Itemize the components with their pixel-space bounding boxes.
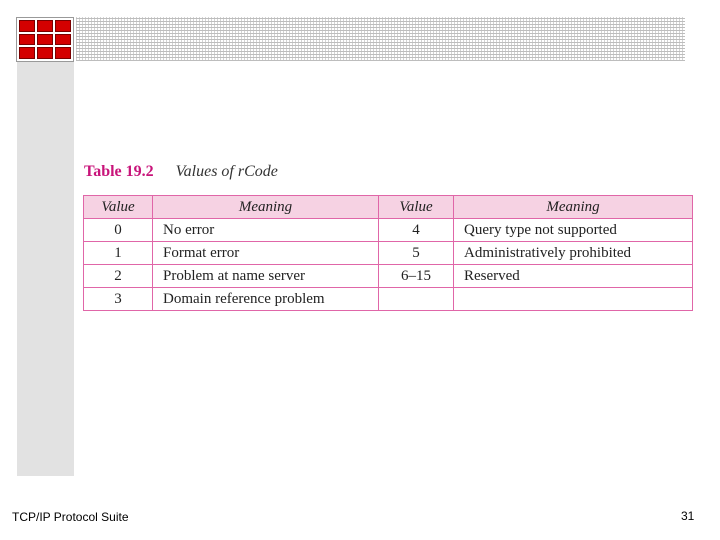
value-cell: 1 xyxy=(84,242,153,265)
meaning-cell xyxy=(454,288,693,311)
meaning-cell: Reserved xyxy=(454,265,693,288)
table-caption xyxy=(84,163,278,181)
meaning-cell: No error xyxy=(153,219,379,242)
meaning-cell: Problem at name server xyxy=(153,265,379,288)
value-cell xyxy=(379,288,454,311)
value-cell: 6–15 xyxy=(379,265,454,288)
value-cell: 3 xyxy=(84,288,153,311)
value-cell: 5 xyxy=(379,242,454,265)
header-cell: Value xyxy=(379,196,454,219)
value-cell: 4 xyxy=(379,219,454,242)
meaning-cell: Query type not supported xyxy=(454,219,693,242)
meaning-cell: Format error xyxy=(153,242,379,265)
table-row xyxy=(84,242,693,265)
left-sidebar-bar xyxy=(17,62,74,476)
header-cell: Meaning xyxy=(153,196,379,219)
table-header-row xyxy=(84,196,693,219)
value-cell: 2 xyxy=(84,265,153,288)
value-cell: 0 xyxy=(84,219,153,242)
table-title: Values of rCode xyxy=(175,163,278,180)
table-label: Table 19.2 xyxy=(84,163,154,180)
rcode-table xyxy=(83,195,693,311)
table-row xyxy=(84,288,693,311)
meaning-cell: Domain reference problem xyxy=(153,288,379,311)
header-cell: Meaning xyxy=(454,196,693,219)
meaning-cell: Administratively prohibited xyxy=(454,242,693,265)
logo-icon xyxy=(16,17,74,62)
header-cell: Value xyxy=(84,196,153,219)
page-number: 31 xyxy=(681,509,695,523)
table-row xyxy=(84,219,693,242)
table-row xyxy=(84,265,693,288)
header-pattern-band xyxy=(76,17,685,61)
footer-source: TCP/IP Protocol Suite xyxy=(12,510,129,524)
